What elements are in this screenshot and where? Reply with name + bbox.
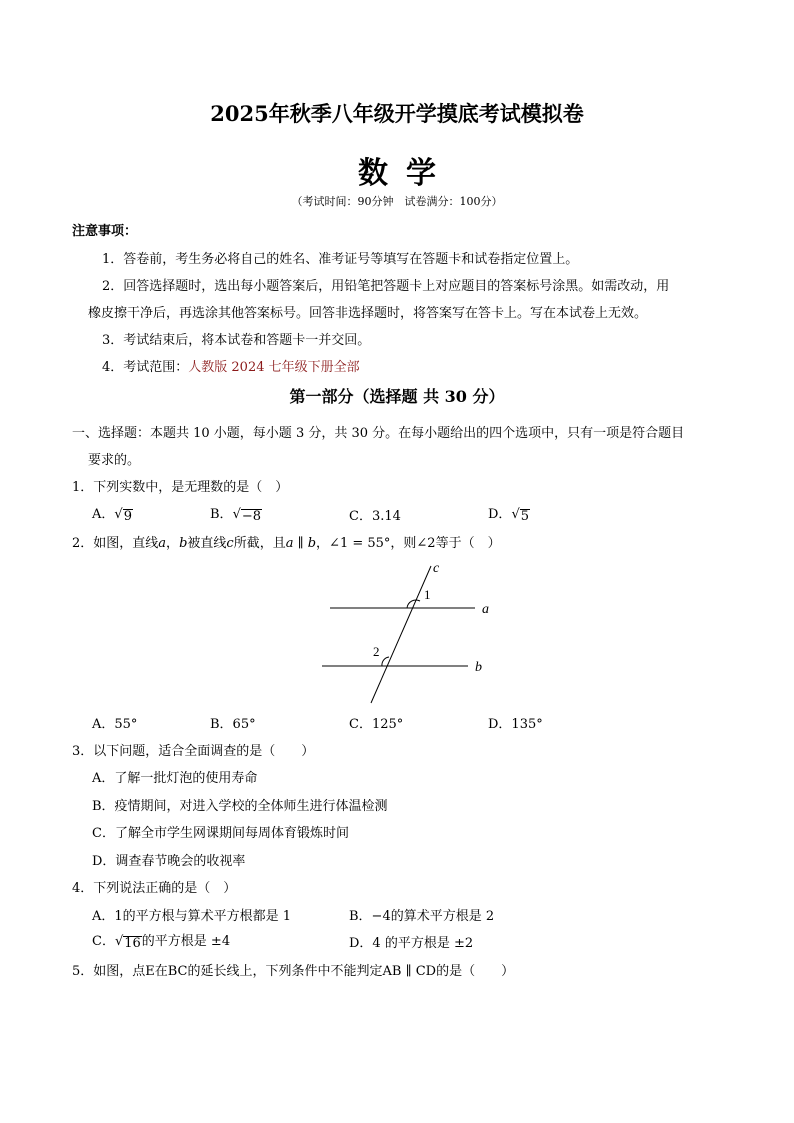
q2-option-b: B．65° <box>210 717 256 732</box>
notice-item-1: 1．答卷前，考生务必将自己的姓名、准考证号等填写在答题卡和试卷指定位置上。 <box>102 252 579 267</box>
line-c <box>371 566 431 703</box>
q1-stem: 1．下列实数中，是无理数的是（ ） <box>72 480 289 495</box>
label-a: a <box>482 602 489 617</box>
q1-option-d: D． √ 5 <box>488 507 530 524</box>
label-angle-2: 2 <box>373 644 380 659</box>
q4-option-a: A．1的平方根与算术平方根都是 1 <box>92 909 292 924</box>
sqrt-symbol: √ 9 <box>114 507 132 524</box>
sqrt-symbol: √ −8 <box>232 507 262 524</box>
q2-figure-parallel-lines <box>310 556 510 706</box>
q3-option-c: C．了解全市学生网课期间每周体育锻炼时间 <box>92 826 349 841</box>
subject-title: 数学 <box>358 156 454 191</box>
q4-stem: 4．下列说法正确的是（ ） <box>72 881 237 896</box>
notice-item-2-line-1: 2．回答选择题时，选出每小题答案后，用铅笔把答题卡上对应题目的答案标号涂黑。如需改动，用 <box>102 279 670 294</box>
notice-item-4 <box>102 356 360 375</box>
q4-option-b: B．−4的算术平方根是 2 <box>349 909 495 924</box>
exam-title: 2025年秋季八年级开学摸底考试模拟卷 <box>210 101 584 126</box>
q4-option-d: D．4 的平方根是 ±2 <box>349 936 474 951</box>
section-one-instructions-line-1: 一、选择题：本题共 10 小题，每小题 3 分，共 30 分。在每小题给出的四个选项中，只有一项是符合题目 <box>72 426 685 441</box>
part-one-title: 第一部分（选择题 共 30 分） <box>289 387 505 406</box>
sqrt-symbol: √ 16 <box>114 934 141 951</box>
q3-option-b: B．疫情期间，对进入学校的全体师生进行体温检测 <box>92 799 388 814</box>
q1-option-b: B． √ −8 <box>210 507 262 524</box>
label-b: b <box>475 660 482 675</box>
q2-option-c: C．125° <box>349 717 404 732</box>
notice-item-4-prefix: 4．考试范围： <box>102 360 189 375</box>
q3-option-a: A．了解一批灯泡的使用寿命 <box>92 771 258 786</box>
exam-scope: 人教版 2024 七年级下册全部 <box>188 360 360 375</box>
q2-option-d: D．135° <box>488 717 543 732</box>
notice-title: 注意事项： <box>72 224 138 239</box>
q1-option-a: A． √ 9 <box>92 507 132 524</box>
q5-stem: 5．如图，点E在BC的延长线上，下列条件中不能判定AB ∥ CD的是（ ） <box>72 964 515 979</box>
q4-option-c: C． √ 16 的平方根是 ±4 <box>92 934 231 951</box>
q2-stem: 2．如图，直线a，b被直线c所截，且a ∥ b，∠1 = 55°，则∠2等于（ ） <box>72 536 501 551</box>
section-one-instructions-line-2: 要求的。 <box>88 453 141 468</box>
q3-option-d: D．调查春节晚会的收视率 <box>92 854 246 869</box>
notice-item-2-line-2: 橡皮擦干净后，再选涂其他答案标号。回答非选择题时，将答案写在答卡上。写在本试卷上无效。 <box>88 306 648 321</box>
sqrt-symbol: √ 5 <box>511 507 530 524</box>
q1-option-c: C．3.14 <box>349 509 401 524</box>
exam-info: （考试时间：90分钟 试卷满分：100分） <box>291 195 503 208</box>
label-angle-1: 1 <box>424 587 431 602</box>
label-c: c <box>433 561 440 576</box>
q2-option-a: A．55° <box>92 717 138 732</box>
notice-item-3: 3．考试结束后，将本试卷和答题卡一并交回。 <box>102 333 371 348</box>
q3-stem: 3．以下问题，适合全面调查的是（ ） <box>72 744 315 759</box>
